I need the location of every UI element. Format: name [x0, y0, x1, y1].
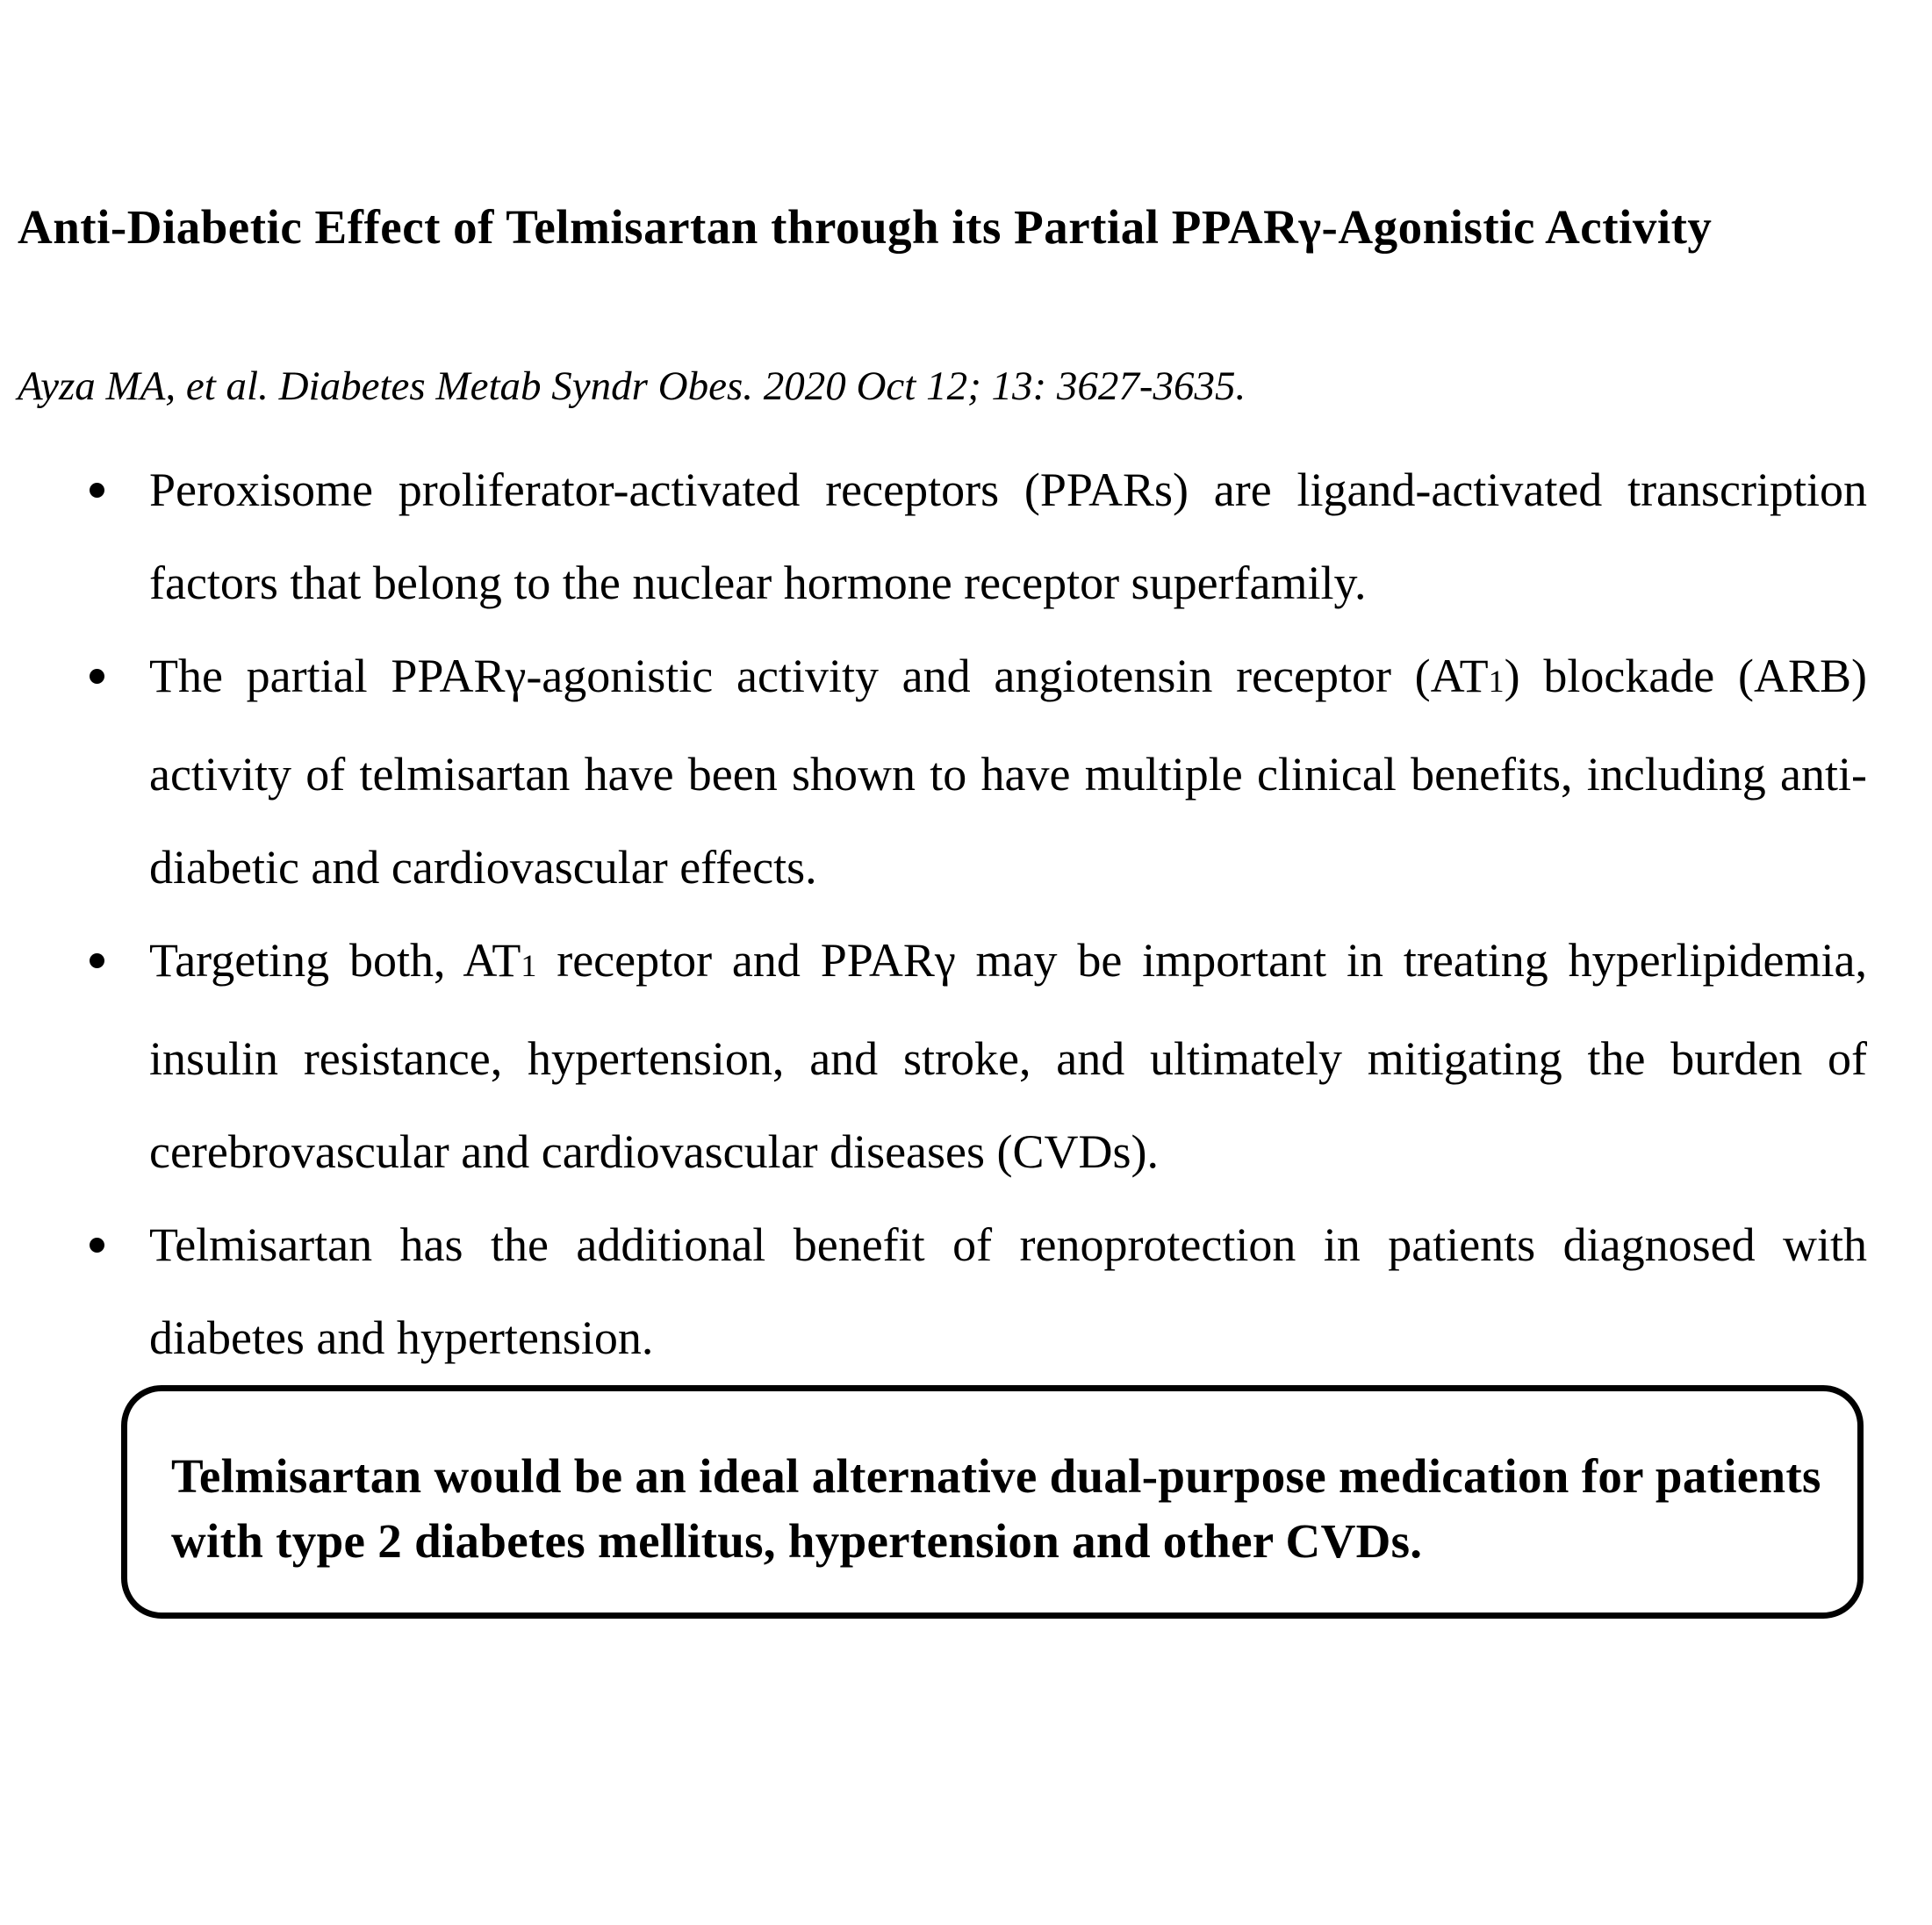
bullet-text-part: ) blockade (ARB) activity of telmisartan have been shown to have multiple clinical benefits, including anti-diabetic and cardiovascular effects. [149, 650, 1868, 894]
subscript-one: 1 [1488, 664, 1505, 699]
summary-box [121, 1385, 1864, 1619]
bullet-text-part: Targeting both, AT [149, 934, 521, 987]
article-citation: Ayza MA, et al. Diabetes Metab Syndr Obes. 2020 Oct 12; 13: 3627-3635. [18, 363, 1246, 409]
bullet-dot-icon [90, 953, 104, 968]
bullet-dot-icon [90, 669, 104, 684]
bullet-item-partial-agonism [149, 629, 1867, 914]
subscript-one: 1 [521, 948, 537, 983]
bullet-item-ppars [149, 443, 1867, 629]
bullet-item-targeting [149, 914, 1867, 1198]
bullet-text: Peroxisome proliferator-activated receptors (PPARs) are ligand-activated transcription factors that belong to the nuclear hormone receptor superfamily. [149, 463, 1867, 609]
bullet-dot-icon [90, 483, 104, 498]
key-points-list [0, 443, 1932, 1384]
summary-text: Telmisartan would be an ideal alternative dual-purpose medication for patients with type 2 diabetes mellitus, hypertension and other CVDs. [171, 1449, 1821, 1568]
bullet-dot-icon [90, 1238, 104, 1253]
bullet-item-renoprotection [149, 1198, 1867, 1384]
bullet-text: Telmisartan has the additional benefit of renoprotection in patients diagnosed with diabetes and hypertension. [149, 1218, 1867, 1364]
bullet-text-part: receptor and PPARγ may be important in treating hyperlipidemia, insulin resistance, hypertension, and stroke, and ultimately mitigating the burden of cerebrovascular and cardiovascular diseases (CVDs). [149, 934, 1867, 1178]
article-title: Anti-Diabetic Effect of Telmisartan through its Partial PPARγ-Agonistic Activity [18, 200, 1713, 254]
bullet-text-part: The partial PPARγ-agonistic activity and angiotensin receptor (AT [149, 650, 1489, 702]
